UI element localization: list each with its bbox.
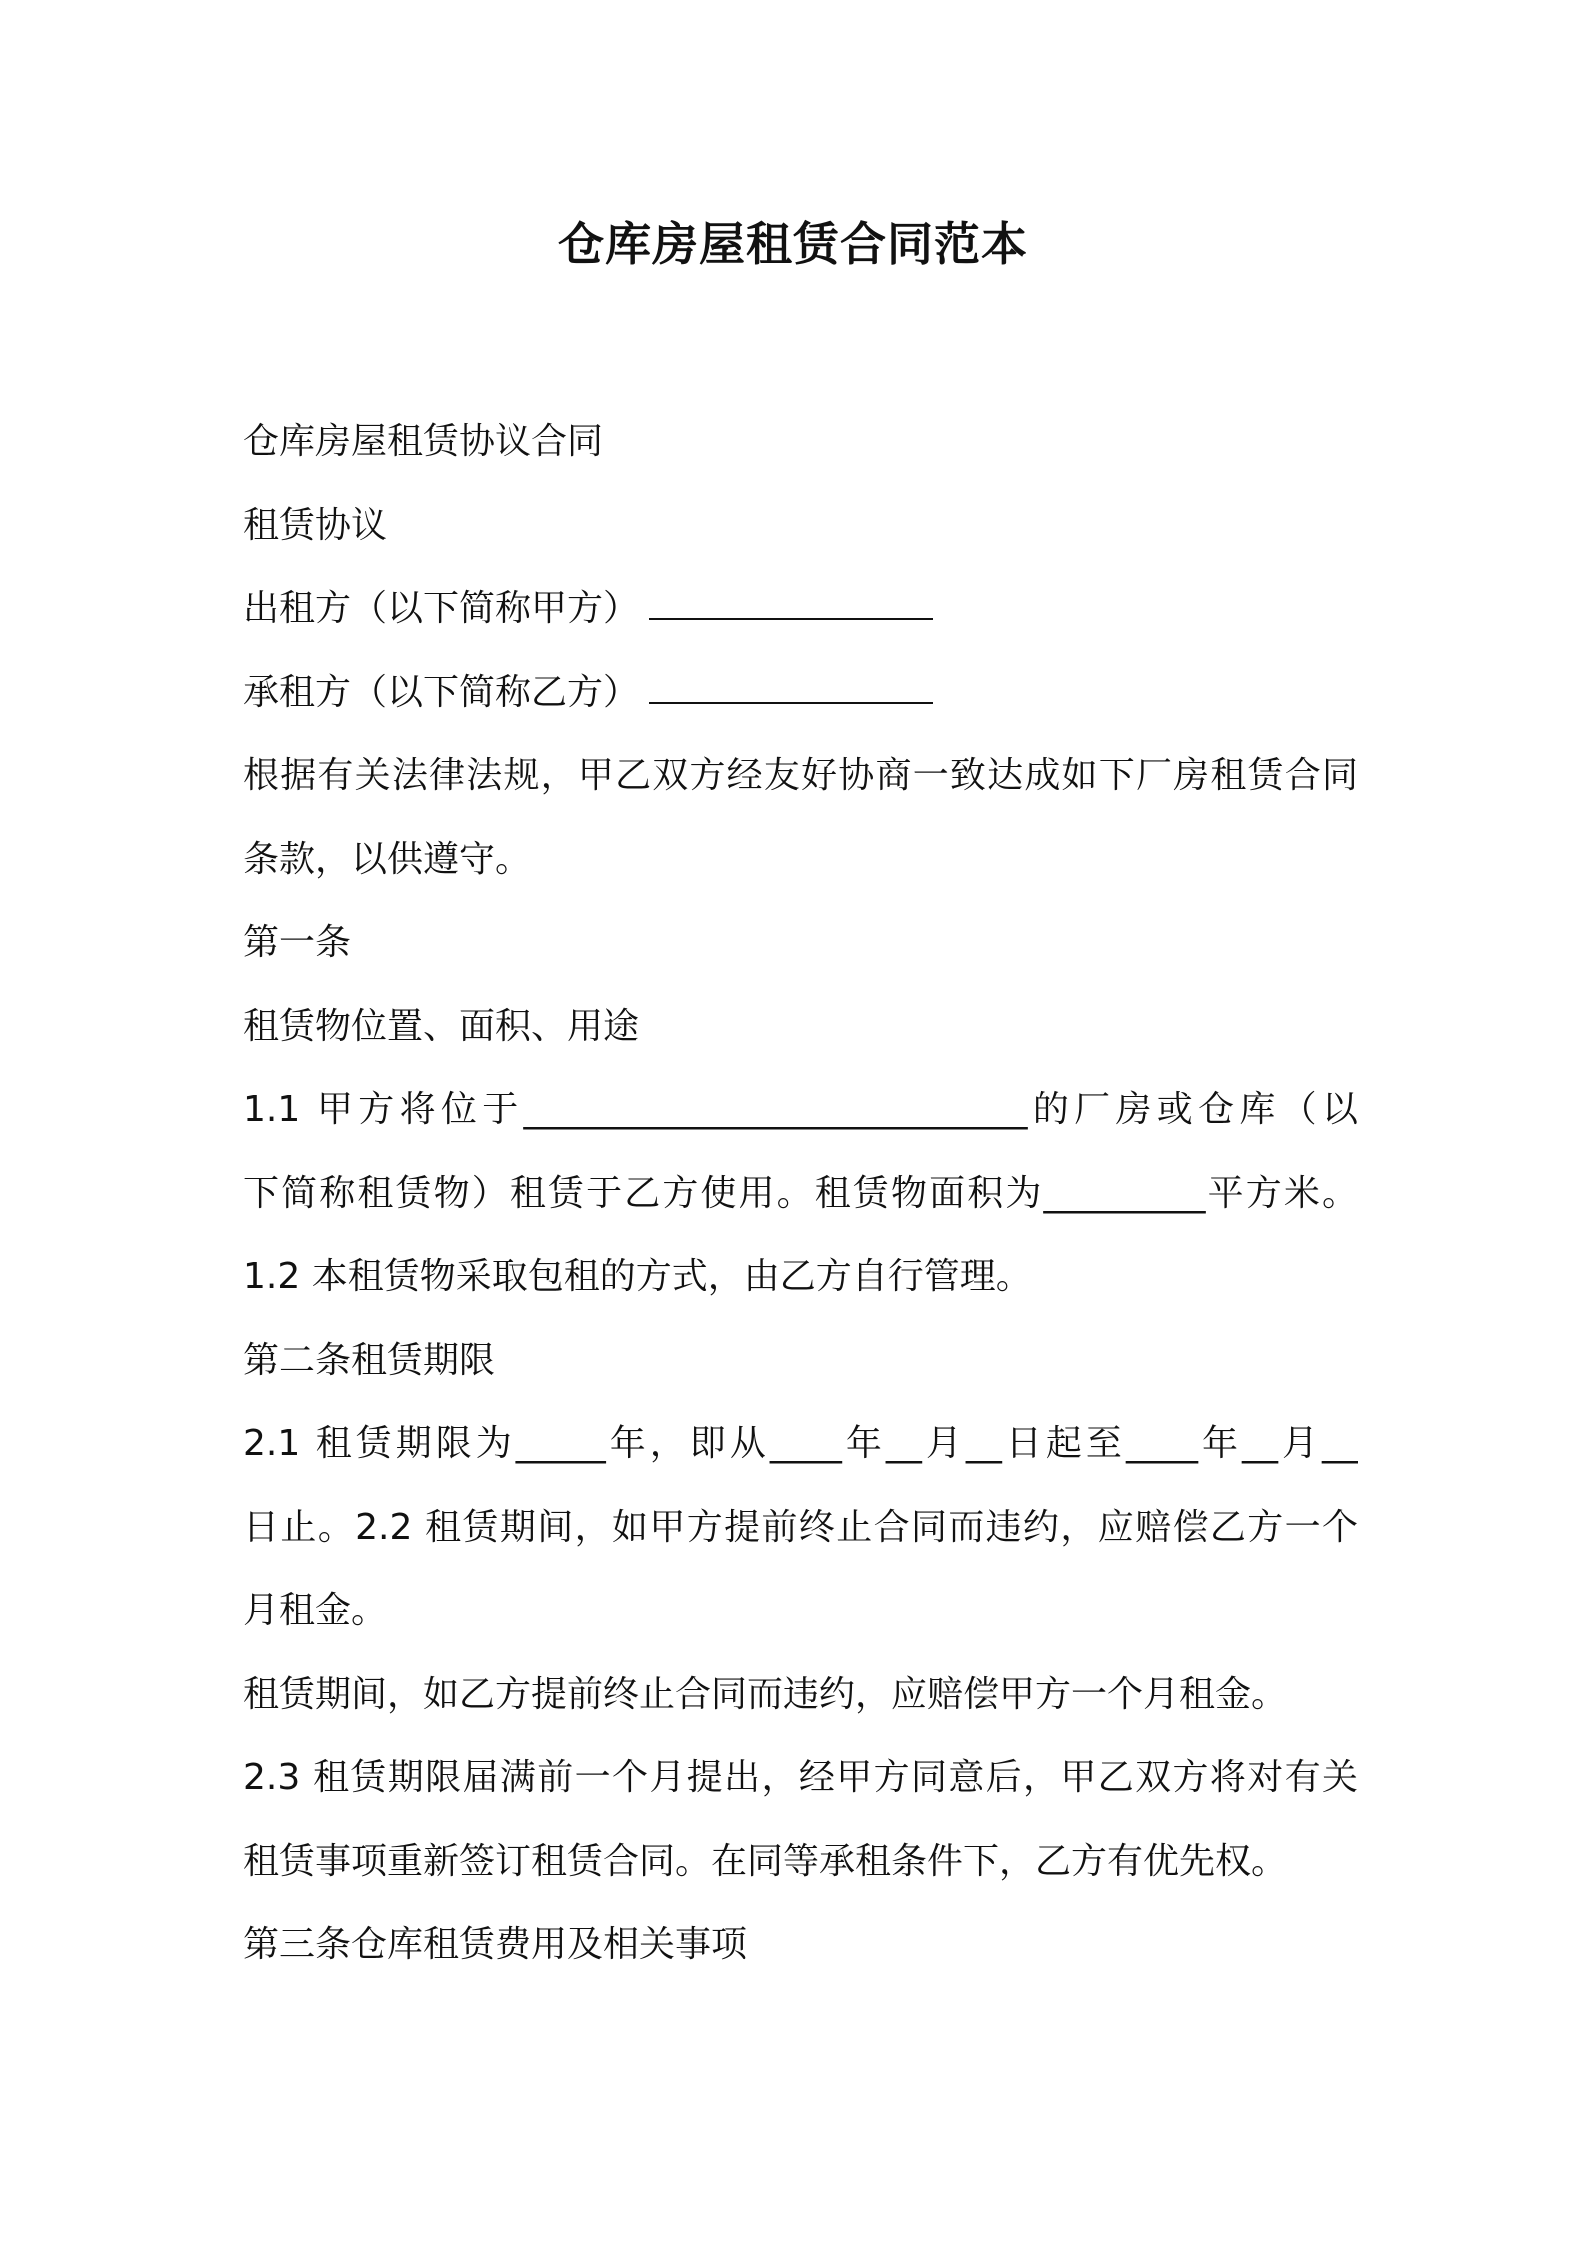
article-1-subtitle: 租赁物位置、面积、用途 (243, 1005, 640, 1047)
lessee-label: 承租方（以下简称乙方） (243, 671, 640, 713)
clause-2-1-line-3: 月租金。 (243, 1590, 388, 1631)
intro-line-2: 条款，以供遵守。 (243, 838, 532, 880)
intro-line-1: 根据有关法律法规，甲乙双方经友好协商一致达成如下厂房租赁合同 (243, 755, 1358, 796)
contract-subheading: 租赁协议 (243, 504, 388, 546)
lessor-blank (649, 582, 933, 620)
clause-2-1-line-1: 2.1 租赁期限为_____年，即从____年__月__日起至____年__月__ (243, 1423, 1358, 1464)
clause-1-2: 1.2 本租赁物采取包租的方式，由乙方自行管理。 (243, 1256, 1032, 1297)
document-title: 仓库房屋租赁合同范本 (558, 217, 1028, 271)
clause-2-3-line-1: 2.3 租赁期限届满前一个月提出，经甲方同意后，甲乙双方将对有关 (243, 1757, 1358, 1798)
contract-heading: 仓库房屋租赁协议合同 (243, 421, 604, 462)
clause-1-1-line-2: 下简称租赁物）租赁于乙方使用。租赁物面积为_________平方米。 (243, 1172, 1358, 1214)
lessee-line (243, 651, 1358, 735)
clause-2-2b: 租赁期间，如乙方提前终止合同而违约，应赔偿甲方一个月租金。 (243, 1673, 1288, 1715)
clause-2-1-line-2: 日止。2.2 租赁期间，如甲方提前终止合同而违约，应赔偿乙方一个 (243, 1506, 1358, 1548)
article-2-title: 第二条租赁期限 (243, 1339, 496, 1381)
article-1-title: 第一条 (243, 922, 352, 963)
clause-2-3-line-2: 租赁事项重新签订租赁合同。在同等承租条件下，乙方有优先权。 (243, 1840, 1288, 1882)
document-body (243, 400, 1358, 1987)
lessor-line (243, 567, 1358, 651)
lessor-label: 出租方（以下简称甲方） (243, 588, 640, 629)
clause-1-1-line-1: 1.1 甲方将位于____________________________的厂房或仓库（以 (243, 1089, 1358, 1130)
article-3-title: 第三条仓库租赁费用及相关事项 (243, 1924, 748, 1965)
lessee-blank (649, 666, 933, 704)
